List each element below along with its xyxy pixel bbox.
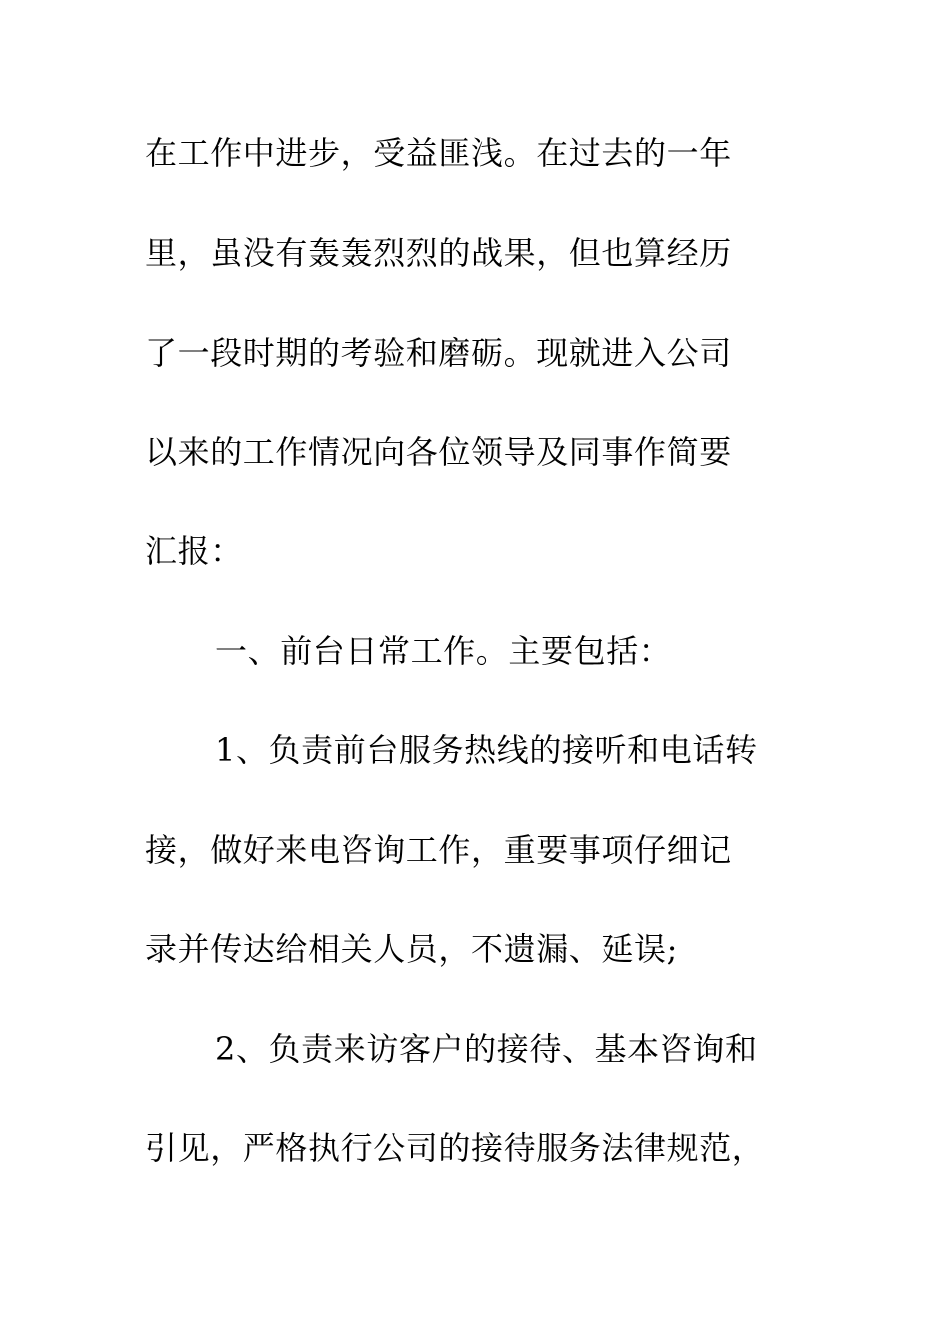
list-item-2-line-1: 2、负责来访客户的接待、基本咨询和 xyxy=(215,1030,758,1068)
text-line-3: 了一段时期的考验和磨砺。现就进入公司 xyxy=(145,334,732,372)
list-item-1-line-3: 录并传达给相关人员，不遗漏、延误; xyxy=(145,930,678,968)
list-item-1-line-2: 接，做好来电咨询工作，重要事项仔细记 xyxy=(145,831,732,869)
list-item-1-line-1: 1、负责前台服务热线的接听和电话转 xyxy=(215,731,758,769)
text-line-2: 里，虽没有轰轰烈烈的战果，但也算经历 xyxy=(145,234,732,272)
text-line-1: 在工作中进步，受益匪浅。在过去的一年 xyxy=(145,134,732,172)
list-item-2-line-2: 引见，严格执行公司的接待服务法律规范， xyxy=(145,1129,765,1167)
text-line-4: 以来的工作情况向各位领导及同事作简要 xyxy=(145,433,732,471)
text-line-5: 汇报： xyxy=(145,532,243,570)
section-heading: 一、前台日常工作。主要包括： xyxy=(215,632,672,670)
